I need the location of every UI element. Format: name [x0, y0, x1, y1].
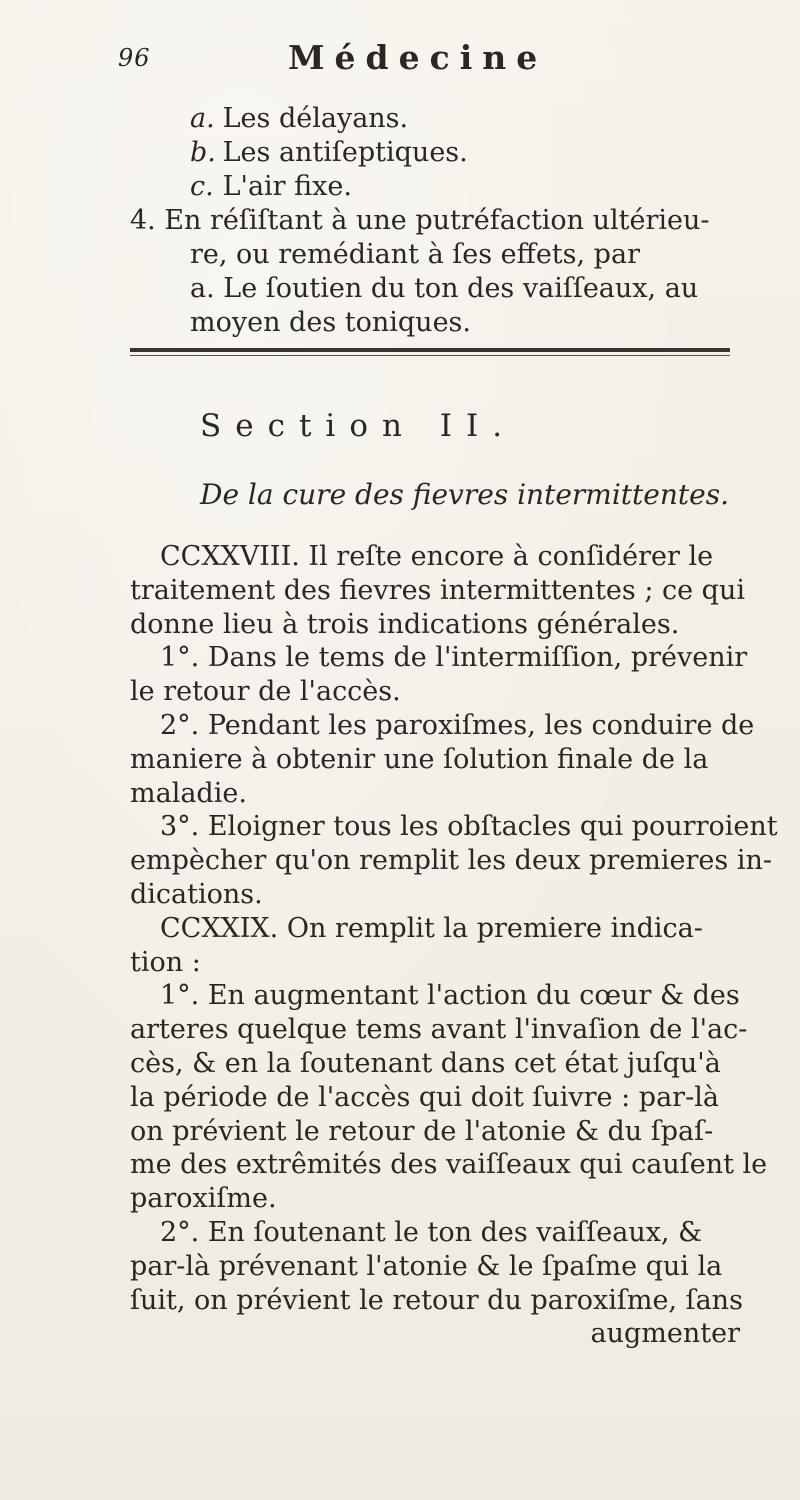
- section-title: Section II.: [200, 408, 517, 444]
- list-text: Les délayans.: [222, 103, 409, 134]
- text-line: traitement des fievres intermittentes ; ce qui: [130, 574, 745, 606]
- text-line: 1°. En augmentant l'action du cœur & des: [160, 980, 740, 1012]
- text-line: par-là prévenant l'atonie & le ſpaſme qui la: [130, 1250, 723, 1282]
- list-marker: c.: [190, 171, 214, 202]
- text-line: ſuit, on prévient le retour du paroxiſme, ſans: [130, 1284, 743, 1316]
- catchword: augmenter: [590, 1318, 740, 1350]
- text-line: la période de l'accès qui doit ſuivre : par-là: [130, 1081, 719, 1113]
- text-line: le retour de l'accès.: [130, 676, 401, 708]
- text-line: CCXXVIII. Il reſte encore à conſidérer le: [160, 541, 714, 572]
- body-text: [130, 540, 778, 1351]
- list-item: [190, 170, 468, 204]
- text-line: me des extrêmités des vaiſſeaux qui cauſent le: [130, 1149, 768, 1181]
- text-line: re, ou remédiant à ſes effets, par: [190, 239, 640, 270]
- text-line: a. Le ſoutien du ton des vaiſſeaux, au: [190, 273, 699, 304]
- text-line: maniere à obtenir une ſolution finale de la: [130, 743, 709, 775]
- text-line: donne lieu à trois indications générales.: [130, 608, 680, 640]
- remedy-list: [190, 102, 468, 204]
- list-item: [190, 136, 468, 170]
- page-number: 96: [118, 44, 151, 72]
- page-header: [118, 38, 638, 88]
- point-four: [130, 204, 710, 340]
- text-line: 1°. Dans le tems de l'intermiſſion, prévenir: [160, 642, 748, 674]
- text-line: cès, & en la ſoutenant dans cet état juſqu'à: [130, 1047, 721, 1079]
- list-item: [190, 102, 468, 136]
- text-line: moyen des toniques.: [190, 307, 471, 338]
- list-marker: b.: [190, 137, 216, 168]
- running-title: Médecine: [288, 38, 548, 77]
- list-marker: a.: [190, 103, 215, 134]
- section-divider: [130, 348, 730, 352]
- text-line: paroxiſme.: [130, 1183, 277, 1215]
- text-line: 2°. Pendant les paroxiſmes, les conduire de: [160, 709, 755, 741]
- list-text: Les antiſeptiques.: [222, 137, 468, 168]
- text-line: arteres quelque tems avant l'invaſion de l'ac-: [130, 1014, 748, 1046]
- section-subtitle: De la cure des fievres intermittentes.: [200, 478, 729, 511]
- list-text: L'air fixe.: [222, 171, 352, 202]
- text-line: empècher qu'on remplit les deux premieres in-: [130, 845, 772, 877]
- text-line: dications.: [130, 878, 263, 910]
- text-line: on prévient le retour de l'atonie & du ſpaſ-: [130, 1115, 714, 1147]
- text-line: CCXXIX. On remplit la premiere indica-: [160, 912, 703, 944]
- text-line: 2°. En ſoutenant le ton des vaiſſeaux, &: [160, 1216, 703, 1248]
- text-line: 4. En réſiſtant à une putréfaction ultérieu-: [130, 205, 710, 236]
- text-line: maladie.: [130, 777, 247, 809]
- text-line: tion :: [130, 946, 201, 978]
- text-line: 3°. Eloigner tous les obſtacles qui pourroient: [160, 811, 778, 843]
